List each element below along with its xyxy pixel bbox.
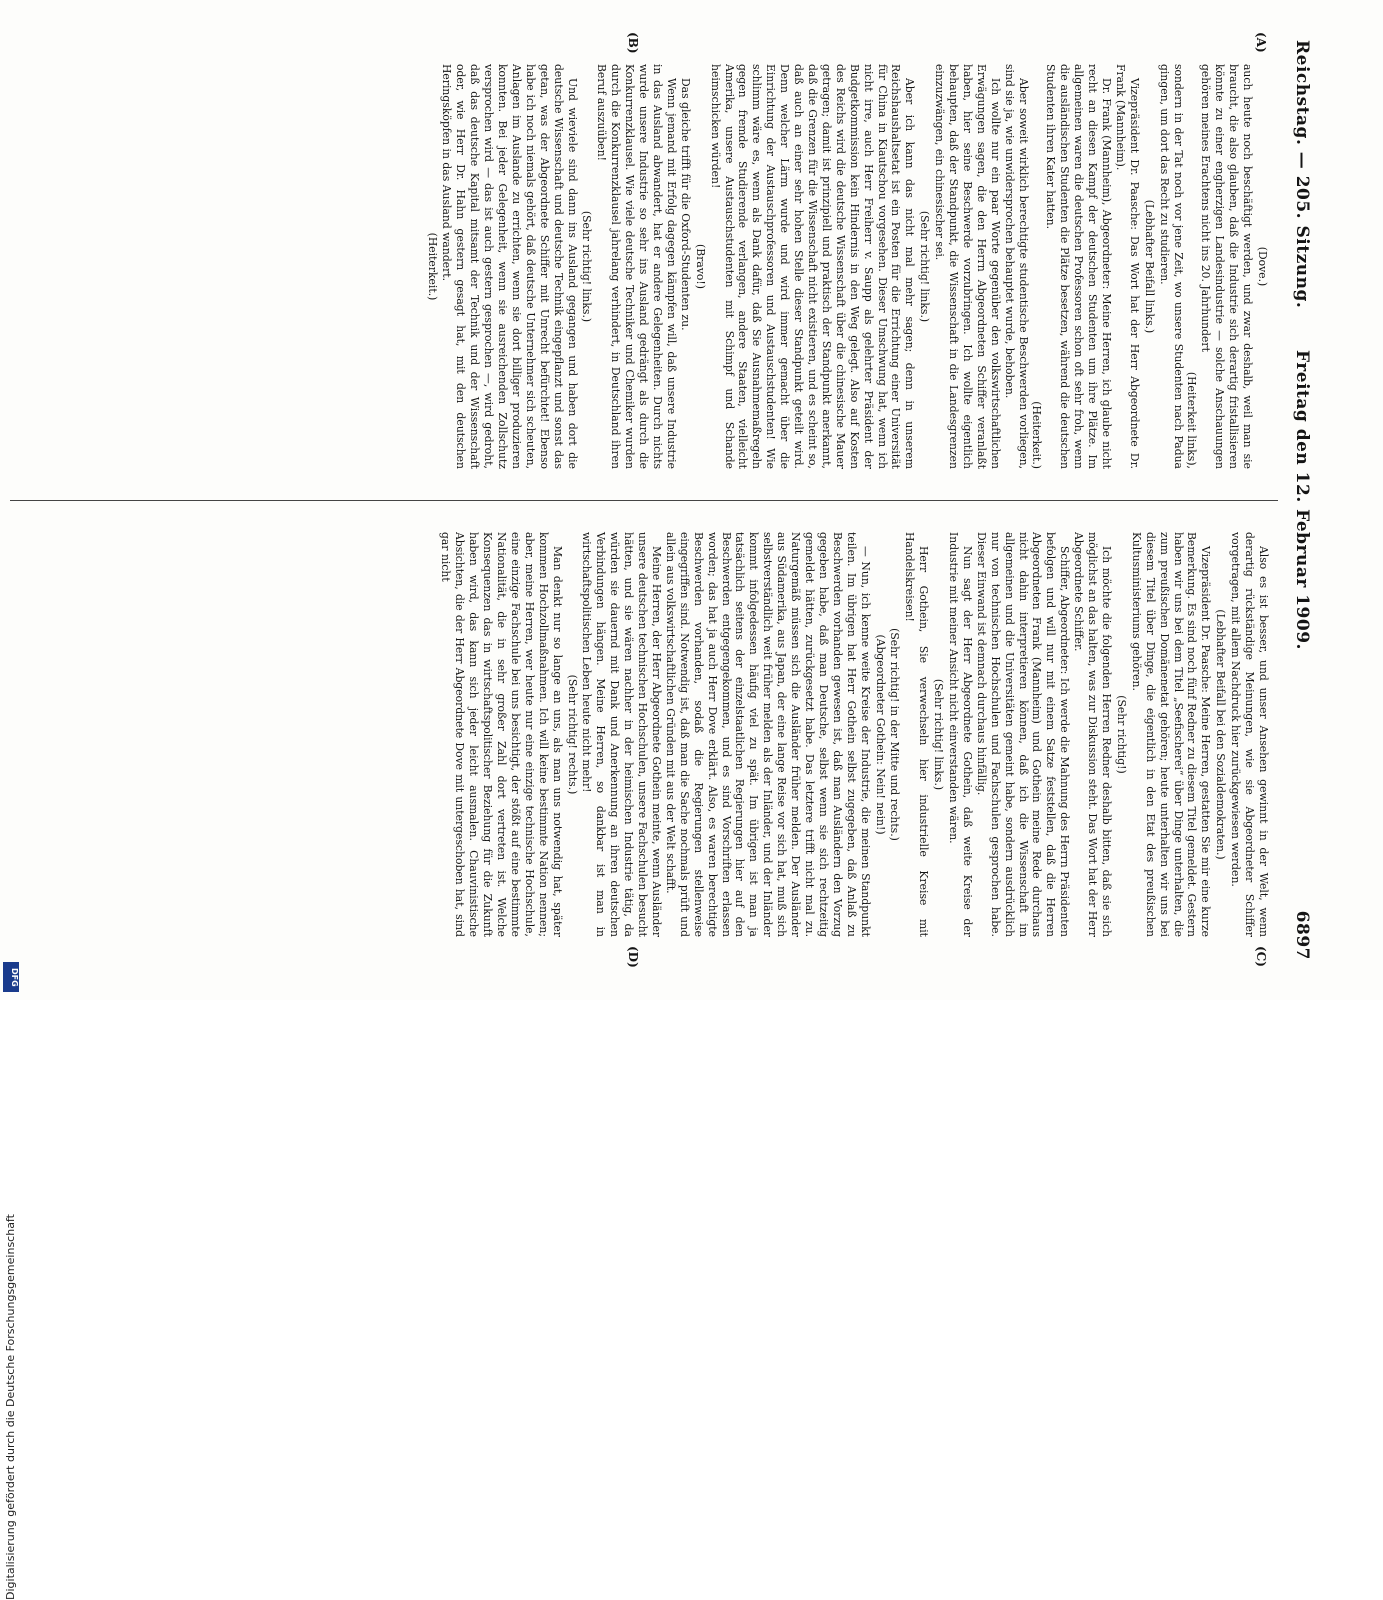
column-divider [10, 500, 1278, 501]
right-text-column [439, 532, 1270, 937]
stage-direction: (Dove.) [1256, 246, 1269, 287]
paragraph: Vizepräsident Dr. Paasche: Das Wort hat der Herr Abgeordnete Dr. Frank (Mannheim). [1113, 64, 1141, 469]
paragraph: Vizepräsident Dr. Paasche: Meine Herren, gestatten Sie mir eine kurze Bemerkung. Es sind noch fünf Redner zu diesem Titel gemeldet. Gestern haben wir uns bei dem Titel „Seefischerei“ über Dinge unterhalten, die zum preußischen Domänenetat gehören; heute unterhalten wir uns bei diesem Titel über Dinge, die eigentlich in den Etat des preußischen Kultusministeriums gehören. [1129, 532, 1213, 937]
paragraph: auch heute noch beschäftigt werden, und zwar deshalb, weil man sie braucht, die also glauben, daß die Industrie sich derartig fristallisieren könnte zu einer engherzigen Landesindustrie — solche Anschauungen gehören meines Erachtens nicht ins 20. Jahrhundert [1199, 64, 1255, 469]
paragraph: Meine Herren, der Herr Abgeordnete Gothein meinte, wenn Ausländer unsere deutschen technischen Hochschulen, unsere Fachschulen besucht hätten, und sie wären nachher in der heimischen Industrie tätig, da würden sie dauernd mit Dank und Anerkennung an ihren deutschen Verbindungen hängen. Meine Herren, so dankbar ist man in wirtschaftspolitischen Leben heute nicht mehr! [580, 532, 664, 937]
page-header [1286, 40, 1312, 960]
margin-marker-d: (D) [626, 946, 640, 968]
paragraph: Nun sagt der Herr Abgeordnete Gothein, daß weite Kreise der Industrie mit meiner Ansicht nicht einverstanden wären. [947, 532, 974, 937]
stage-direction: (Heiterkeit links), [1185, 371, 1199, 469]
footer-strip [0, 600, 22, 1600]
stage-direction: (Sehr richtig!) [1114, 695, 1128, 774]
stage-direction: (Sehr richtig! rechts.) [565, 674, 579, 795]
paragraph: Aber ich kann das nicht mal mehr sagen; denn in unserem Reichshaushaltsetat ist ein Posten für die Errichtung einer Universität für China in Kiautschou vorgesehen. Dieser Umschwung hat, wenn ich nicht irre, auch Herr Freiherr v. Saupp als gelehrter Präsident der Budgetkommission kein Hindernis in den Weg gelegt. Also auf Kosten des Reichs wird die deutsche Wissenschaft über die chinesische Mauer getragen; damit ist prinzipiell und praktisch der Standpunkt anerkannt, daß die Grenzen für die Wissenschaft nicht existieren, und es scheint so, daß auch an einer sehr hohen Stelle dieser Standpunkt geteilt wird. Denn welcher Lärm wurde und wird immer gemacht über die Einrichtung der Austauschprofessoren und Austauschstudenten! Wie schlimm wäre es, wenn als Dank dafür, daß Sie Ausnahmemaßregeln gegen fremde Studierende verlangen, andere Staaten, vielleicht Amerika, unsere Austauschstudenten mit Schimpf und Schande heimschicken würden! [708, 64, 917, 469]
header-session: Reichstag. — 205. Sitzung. [1292, 40, 1312, 309]
margin-marker-b: (B) [626, 32, 640, 54]
footer-credit: Digitalisierung gefördert durch die Deutsche Forschungsgemeinschaft [4, 1214, 17, 1600]
paragraph: Schiffer, Abgeordneter: Ich werde die Mahnung des Herrn Präsidenten befolgen und will nur mit einem Satze feststellen, daß die Herren Abgeordneten Frank (Mannheim) und Gothein meine Rede durchaus nicht dahin interpretieren können, daß ich die Wissenschaft im allgemeinen und die Universitäten gemeint habe, sondern ausdrücklich nur von technischen Hochschulen und Fachschulen gesprochen habe. Dieser Einwand ist demnach durchaus hinfällig. [974, 532, 1072, 937]
stage-direction: (Lebhafter Beifall links.) [1142, 199, 1156, 334]
paragraph: Ich möchte die folgenden Herren Redner deshalb bitten, daß sie sich möglichst an das halten, was zur Diskussion steht. Das Wort hat der Herr Abgeordnete Schiffer. [1072, 532, 1114, 937]
paragraph: Dr. Frank (Mannheim), Abgeordneter: Meine Herren, ich glaube nicht recht an diesen Kampf der deutschen Studenten um ihre Plätze. Im allgemeinen waren die deutschen Professoren schon oft sehr froh, wenn die ausländischen Studenten die Plätze besetzen, während die deutschen Studenten ihren Kater hatten. [1044, 64, 1114, 469]
stage-direction: (Sehr richtig! links.) [580, 210, 594, 323]
stage-direction: (Lebhafter Beifall bei den Sozialdemokraten.) [1214, 609, 1228, 860]
paragraph: Man denkt nur so lange an uns, als man uns notwendig hat, später kommen Hochzollmaßnahmen. Ich will keine bestimmte Nation nennen; aber, meine Herren, wer heute nur eine einzige technische Hochschule, eine einzige Fachschule bei uns besichtigt, der stößt auf eine bestimmte Nationalität, die in sehr großer Zahl dort vertreten ist. Welche Konsequenzen das in wirtschaftspolitischer Beziehung für die Zukunft haben wird, das kann sich jeder leicht ausmalen. Chauvinistische Absichten, die der Herr Abgeordnete Dove mit untergeschoben hat, sind gar nicht [439, 532, 564, 937]
margin-marker-c: (C) [1254, 946, 1268, 967]
stage-direction: (Sehr richtig! links.) [932, 678, 946, 791]
paragraph: Wenn jemand mit Erfolg dagegen kämpfen will, daß unsere Industrie in das Ausland abwandert, hat er andere Gelegenheiten. Durch nichts wurde unsere Industrie so sehr ins Ausland gedrängt als durch die Konkurrenzklausel. Wie viele deutsche Techniker und Chemiker wurden durch die Konkurrenzklausel jahrelang verhindert, in Deutschland ihren Beruf auszuüben! [595, 64, 678, 469]
stage-direction: (Heiterkeit.) [425, 232, 439, 301]
left-text-column [424, 64, 1270, 469]
paragraph: Das gleiche trifft für die Oxford-Studenten zu. [678, 78, 692, 331]
stage-direction: (Bravo!) [693, 244, 707, 289]
paragraph: Aber soweit wirklich berechtigte studentische Beschwerden vorliegen, sind sie ja, wie unwidersprochen behauptet wurde, behoben. [1002, 64, 1030, 469]
paragraph: Ich wollte nur ein paar Worte gegenüber den volkswirtschaftlichen Erwägungen sagen, die den Herrn Abgeordneten Schiffer veranlaßt haben, hier seine Beschwerde vorzubringen. Ich wollte eigentlich behaupten, daß der Standpunkt, die Wissenschaft in die Landesgrenzen einzuzwängen, ein chinesischer sei. [933, 64, 1002, 469]
header-date: Freitag den 12. Februar 1909. [1292, 350, 1312, 650]
dfg-logo: DFG [3, 962, 19, 992]
stage-direction: (Heiterkeit.) [1030, 401, 1044, 469]
paragraph: Herr Gothein, Sie verwechseln hier industrielle Kreise mit Handelskreisen! [903, 532, 931, 937]
stage-direction: (Abgeordneter Gothein: Nein! nein!) [873, 634, 887, 835]
header-page-number: 6897 [1292, 910, 1312, 960]
paragraph: Also es ist besser, und unser Ansehen gewinnt in der Welt, wenn derartig rückständige Meinungen, wie sie Abgeordneter Schiffer vorgetragen, mit allem Nachdruck hier zurückgewiesen werden. [1229, 532, 1270, 937]
margin-marker-a: (A) [1254, 32, 1268, 53]
paragraph: sondern in der Tat noch vor jene Zeit, wo unsere Studenten nach Padua gingen, um dort das Recht zu studieren. [1157, 64, 1185, 469]
paragraph: — Nun, ich kenne weite Kreise der Industrie, die meinen Standpunkt teilen. Im übrigen hat Herr Gothein selbst zugegeben, daß Anlaß zu Beschwerden vorhanden gewesen ist, daß man Ausländern den Vorzug gegeben habe, daß man Deutsche, selbst wenn sie sich rechtzeitig gemeldet hätten, zurückgesetzt habe. Das letztere trifft nicht mal zu. Naturgemäß müssen sich die Ausländer früher melden. Der Ausländer aus Südamerika, aus Japan, der eine lange Reise vor sich hat, muß sich selbstverständlich weit früher melden als der Inländer, und der Inländer kommt infolgedessen häufig viel zu spät. Im übrigen ist man ja tatsächlich seitens der einzelstaatlichen Regierungen hier auf den Beschwerden entgegengekommen, und es sind Vorschriften erlassen worden; das hat ja auch Herr Dove erklärt. Also, es waren berechtigte Beschwerden vorhanden, sodaß die Regierungen stellenweise eingegriffen sind. Notwendig ist, daß man die Sache nochmals prüft und allein aus volkswirtschaftlichen Gründen mit aus der Welt schafft. [663, 532, 872, 937]
stage-direction: (Sehr richtig! in der Mitte und rechts.) [888, 628, 902, 841]
stage-direction: (Sehr richtig! links.) [918, 210, 932, 323]
paragraph: Und wieviele sind dann ins Ausland gegangen und haben dort die deutsche Wissenschaft und deutsche Technik eingepflanzt und sonst das getan, was der Abgeordnete Schiffer mit Unrecht befürchtet! Ebenso habe ich noch niemals gehört, daß deutsche Unternehmer sich scheuten, Anlagen im Auslande zu errichten, wenn sie dort billiger produzieren konnten. Bei jeder Gelegenheit, wenn sie ausreichenden Zollschutz versprochen wird — das ist auch gestern gesprochen —, wird gedroht, daß das deutsche Kapital mitsamt der Technik und der Wissenschaft oder, wie Herr Dr. Hahn gestern gesagt hat, mit den deutschen Heringsköpfen in das Ausland wandert. [440, 64, 579, 469]
